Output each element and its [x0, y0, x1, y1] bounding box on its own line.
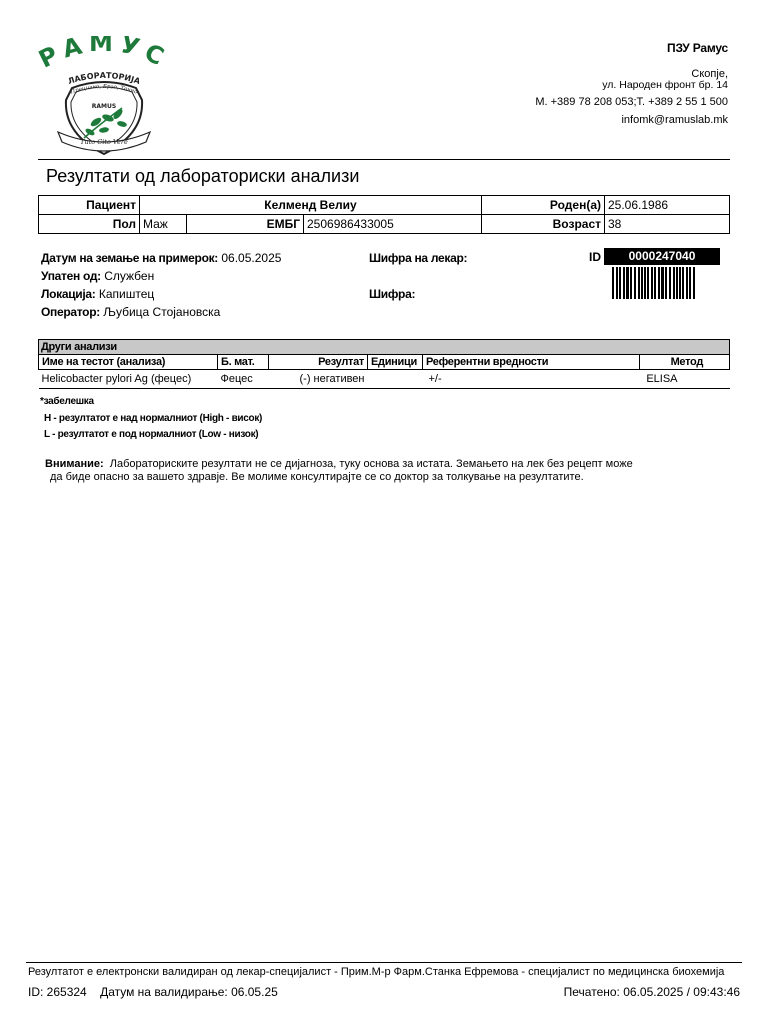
- org-phones: М. +389 78 208 053;Т. +389 2 55 1 500: [535, 96, 728, 108]
- location-value: Капиштец: [98, 287, 155, 301]
- operator-value: Љубица Стојановска: [103, 305, 221, 319]
- embg-label: ЕМБГ: [187, 215, 304, 234]
- operator-label: Оператор:: [41, 305, 100, 319]
- born-value: 25.06.1986: [605, 196, 730, 215]
- row-result: (-) негативен: [269, 370, 368, 389]
- col-test-name: Име на тестот (анализа): [39, 355, 218, 370]
- sex-value: Маж: [140, 215, 187, 234]
- sent-by-label: Упатен од:: [41, 269, 101, 283]
- row-test-name: Helicobacter pylori Ag (фецес): [39, 370, 218, 389]
- footer-id: ID: 265324: [28, 985, 87, 999]
- ramus-logo-image: [34, 36, 174, 160]
- row-method: ELISA: [640, 370, 730, 389]
- row-material: Фецес: [218, 370, 269, 389]
- lab-logo: [34, 36, 174, 160]
- validation-note: Резултатот е електронски валидиран од лекар-специјалист - Прим.М-р Фарм.Станка Ефремова - специјалист по медицинска биохемија: [28, 966, 725, 978]
- footer-ids: [28, 985, 278, 999]
- svg-text:Прецизно, Брзо, Точно: Прецизно, Брзо, Точно: [69, 83, 139, 96]
- patient-name: Келменд Велиу: [140, 196, 482, 215]
- id-value: 0000247040: [604, 248, 720, 265]
- code-label: Шифра:: [369, 287, 416, 301]
- col-units: Единици: [368, 355, 423, 370]
- col-method: Метод: [640, 355, 730, 370]
- note-high: H - резултатот е над нормалниот (High - висок): [44, 413, 263, 424]
- org-email: infomk@ramuslab.mk: [621, 114, 728, 126]
- org-city: Скопје,: [691, 68, 728, 80]
- col-reference: Референтни вредности: [423, 355, 640, 370]
- born-label: Роден(а): [482, 196, 605, 215]
- validation-date: Датум на валидирање: 06.05.25: [100, 985, 278, 999]
- results-header-row: [39, 355, 730, 370]
- warning-text-2: да биде опасно за вашето здравје. Ве молиме консултирајте се со доктор за толкување на резултатите.: [50, 471, 584, 483]
- svg-text:ЛАБОРАТОРИЈА: ЛАБОРАТОРИЈА: [66, 70, 142, 87]
- table-row: [39, 370, 730, 389]
- svg-text:РАМУС: РАМУС: [34, 36, 174, 74]
- page-title: Резултати од лабораториски анализи: [46, 166, 360, 186]
- patient-table: [38, 195, 730, 234]
- sex-label: Пол: [39, 215, 140, 234]
- results-section-title: Други анализи: [39, 340, 730, 355]
- notes-title: *забелешка: [40, 396, 94, 407]
- patient-label: Пациент: [39, 196, 140, 215]
- notes: [40, 396, 262, 443]
- printed-timestamp: Печатено: 06.05.2025 / 09:43:46: [563, 985, 740, 999]
- results-table: [38, 339, 730, 389]
- svg-text:Tuto Cito Vere: Tuto Cito Vere: [80, 138, 128, 146]
- warning-label: Внимание:: [45, 458, 104, 470]
- sample-info: [41, 249, 281, 321]
- col-result: Резултат: [269, 355, 368, 370]
- location-label: Локација:: [41, 287, 96, 301]
- sample-date-label: Датум на земање на примерок:: [41, 251, 219, 265]
- id-label: ID: [589, 250, 601, 264]
- doctor-code: [369, 249, 467, 267]
- note-low: L - резултатот е под нормалниот (Low - низок): [44, 429, 259, 440]
- warning: [45, 458, 645, 484]
- age-label: Возраст: [482, 215, 605, 234]
- doctor-code-label: Шифра на лекар:: [369, 251, 468, 265]
- header-divider: [38, 159, 730, 160]
- embg-value: 2506986433005: [304, 215, 482, 234]
- sent-by-value: Службен: [104, 269, 155, 283]
- age-value: 38: [605, 215, 730, 234]
- footer-divider: [26, 962, 742, 963]
- col-material: Б. мат.: [218, 355, 269, 370]
- org-info: [535, 40, 728, 128]
- row-units: [368, 370, 423, 389]
- warning-text-1: Лабораториските резултати не се дијагноза, туку основа за истата. Земањето на лек без рецепт може: [109, 458, 633, 470]
- barcode-icon: [612, 267, 696, 299]
- svg-text:RAMUS: RAMUS: [91, 103, 117, 110]
- code: [369, 285, 415, 303]
- org-address: ул. Народен фронт бр. 14: [602, 79, 728, 91]
- row-reference: +/-: [423, 370, 640, 389]
- org-name: ПЗУ Рамус: [667, 41, 728, 55]
- sample-date-value: 06.05.2025: [221, 251, 282, 265]
